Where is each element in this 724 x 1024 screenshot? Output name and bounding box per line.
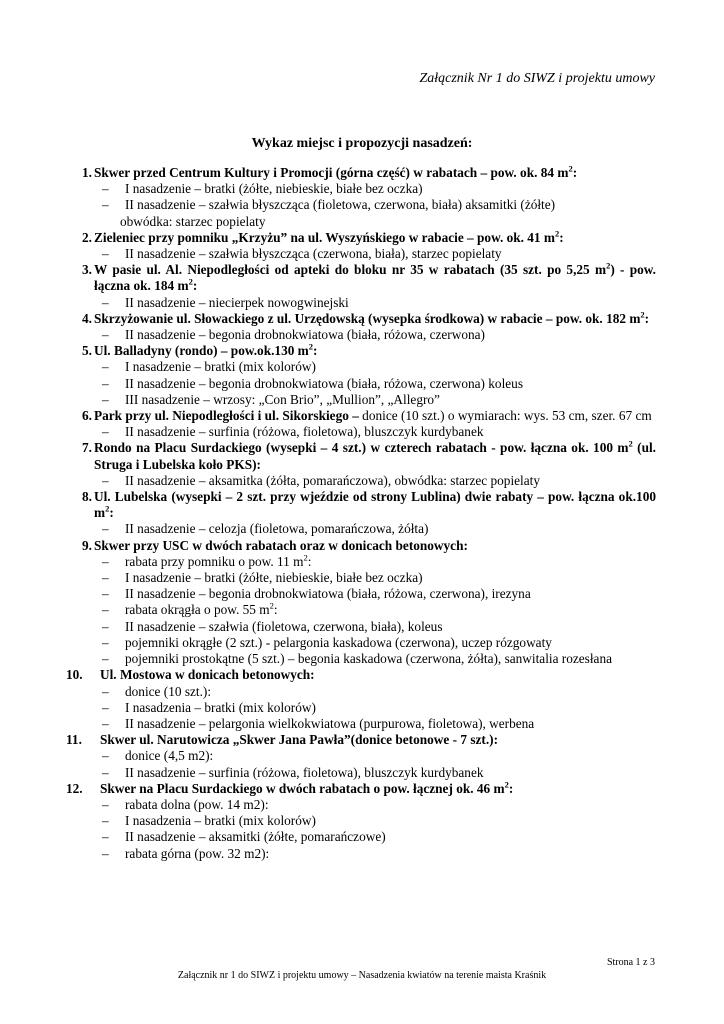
text-run: Park przy ul. Niepodległości i ul. Sikorskiego – (94, 408, 359, 424)
bullet-item (66, 521, 656, 537)
dash-bullet-icon: – (102, 618, 109, 634)
dash-bullet-icon: – (102, 294, 109, 310)
item-number: 6. (82, 408, 92, 424)
list-item (66, 343, 656, 408)
superscript: 2 (269, 601, 274, 612)
superscript: 2 (303, 552, 308, 563)
bullet-item (66, 376, 656, 392)
item-heading (66, 538, 656, 554)
text-run: II nasadzenie – begonia drobnokwiatowa (biała, różowa, czerwona) koleus (125, 375, 524, 391)
bullet-item (66, 684, 656, 700)
dash-bullet-icon: – (102, 586, 109, 602)
bullet-list (66, 684, 656, 733)
text-run: II nasadzenie – begonia drobnokwiatowa (biała, różowa, czerwona) (125, 327, 485, 343)
text-run: rabata dolna (pow. 14 m2): (125, 796, 269, 812)
document-title: Wykaz miejsc i propozycji nasadzeń: (251, 136, 473, 151)
dash-bullet-icon: – (102, 699, 109, 715)
list-item (66, 408, 656, 440)
text-run: : (109, 505, 114, 521)
bullet-item (66, 473, 656, 489)
dash-bullet-icon: – (102, 424, 109, 440)
text-run: III nasadzenie – wrzosy: „Con Brio”, „Mullion”, „Allegro” (125, 391, 440, 407)
dash-bullet-icon: – (102, 683, 109, 699)
bullet-item (66, 716, 656, 732)
text-run: W pasie ul. Al. Niepodległości od apteki do bloku nr 35 w rabatach (35 szt. po 5,25 m (94, 262, 607, 278)
item-heading (66, 489, 656, 521)
item-heading (66, 440, 656, 472)
bullet-item (66, 619, 656, 635)
list-item (66, 165, 656, 230)
bullet-item (66, 700, 656, 716)
document-body (66, 165, 656, 862)
dash-bullet-icon: – (102, 570, 109, 586)
bullet-list (66, 554, 656, 667)
text-run: ) - pow. łączna ok. 184 m (94, 262, 657, 294)
bullet-item (66, 813, 656, 829)
bullet-item (66, 424, 656, 440)
bullet-list (66, 797, 656, 862)
dash-bullet-icon: – (102, 634, 109, 650)
superscript: 2 (568, 163, 573, 174)
bullet-item (66, 246, 656, 262)
superscript: 2 (105, 503, 110, 514)
text-run: II nasadzenie – pelargonia wielkokwiatowa (purpurowa, fioletowa), werbena (125, 715, 535, 731)
text-run: Rondo na Placu Surdackiego (wysepki – 4 szt.) w czterech rabatach - pow. łączna ok. 100 m (94, 440, 629, 456)
dash-bullet-icon: – (102, 246, 109, 262)
bullet-item (66, 586, 656, 602)
text-run: II nasadzenie – szałwia (fioletowa, czerwona, biała), koleus (125, 618, 443, 634)
bullet-item (66, 635, 656, 651)
text-run: II nasadzenie – szałwia błyszcząca (czerwona, biała), starzec popielaty (125, 246, 502, 262)
bullet-item (66, 181, 656, 197)
item-number: 10. (66, 667, 83, 683)
bullet-list (66, 424, 656, 440)
bullet-item (66, 197, 656, 213)
page-number: Strona 1 z 3 (606, 957, 655, 968)
bullet-item (66, 765, 656, 781)
bullet-list (66, 181, 656, 213)
dash-bullet-icon: – (102, 472, 109, 488)
text-run: II nasadzenie – begonia drobnokwiatowa (biała, różowa, czerwona), irezyna (125, 586, 531, 602)
dash-bullet-icon: – (102, 764, 109, 780)
text-run: rabata okrągła o pow. 55 m (125, 602, 270, 618)
bullet-item (66, 829, 656, 845)
bullet-item (66, 554, 656, 570)
item-heading (66, 311, 656, 327)
superscript: 2 (308, 341, 314, 352)
superscript: 2 (188, 277, 193, 287)
superscript: 2 (504, 779, 509, 790)
dash-bullet-icon: – (102, 845, 109, 861)
text-run: : (273, 602, 278, 618)
text-run: pojemniki prostokątne (5 szt.) – begonia kaskadowa (czerwona, żółta), sanwitalia rozesłana (125, 651, 613, 667)
bullet-list (66, 327, 656, 343)
item-number: 3. (82, 262, 92, 278)
text-run: : (307, 553, 312, 569)
text-run: Skrzyżowanie ul. Słowackiego z ul. Urzędowską (wysepka środkowa) w rabacie – pow. ok. 182 m (94, 310, 641, 326)
text-run: donice (10 szt.): (125, 683, 212, 699)
text-run: : (559, 229, 564, 245)
text-run: II nasadzenie – niecierpek nowogwinejski (125, 294, 349, 310)
item-heading (66, 230, 656, 246)
bullet-list (66, 473, 656, 489)
list-item (66, 781, 656, 862)
list-item (66, 538, 656, 668)
dash-bullet-icon: – (102, 796, 109, 812)
superscript: 2 (606, 260, 611, 271)
superscript: 2 (628, 439, 633, 450)
dash-bullet-icon: – (102, 197, 109, 213)
dash-bullet-icon: – (102, 602, 109, 618)
text-run: Skwer ul. Narutowicza „Skwer Jana Pawła”(donice betonowe - 7 szt.): (100, 732, 499, 748)
text-run: (ul. Struga i Lubelska koło PKS): (94, 440, 656, 472)
item-number: 5. (82, 343, 92, 359)
text-run: : (572, 165, 578, 180)
list-item (66, 262, 656, 311)
item-number: 8. (82, 489, 92, 505)
bullet-item (66, 392, 656, 408)
bullet-item (66, 570, 656, 586)
bullet-list (66, 359, 656, 408)
text-run: I nasadzenie – bratki (żółte, niebieskie, białe bez oczka) (125, 181, 423, 197)
text-run: donice (10 szt.) o wymiarach: wys. 53 cm, szer. 67 cm (358, 408, 652, 424)
dash-bullet-icon: – (102, 813, 109, 829)
text-run: : (508, 780, 514, 796)
text-run: : (192, 278, 198, 294)
text-run: Zieleniec przy pomniku „Krzyżu” na ul. Wyszyńskiego w rabacie – pow. ok. 41 m (94, 229, 555, 245)
bullet-item (66, 295, 656, 311)
continuation-line: obwódka: starzec popielaty (120, 213, 266, 229)
text-run: : (313, 343, 318, 359)
text-run: Skwer na Placu Surdackiego w dwóch rabatach o pow. łącznej ok. 46 m (100, 780, 505, 796)
superscript: 2 (640, 309, 645, 320)
text-run: : (644, 310, 650, 326)
text-run: rabata górna (pow. 32 m2): (125, 845, 270, 861)
list-item (66, 440, 656, 489)
text-run: II nasadzenie – aksamitka (żółta, pomarańczowa), obwódka: starzec popielaty (125, 472, 540, 488)
dash-bullet-icon: – (102, 521, 109, 537)
text-run: I nasadzenie – bratki (mix kolorów) (125, 359, 316, 375)
text-run: II nasadzenie – surfinia (różowa, fioletowa), bluszczyk kurdybanek (125, 764, 484, 780)
item-heading (66, 781, 656, 797)
dash-bullet-icon: – (102, 553, 109, 569)
bullet-item (66, 602, 656, 618)
text-run: II nasadzenie – aksamitki (żółte, pomarańczowe) (125, 829, 386, 845)
text-run: I nasadzenie – bratki (żółte, niebieskie, białe bez oczka) (125, 570, 423, 586)
bullet-item (66, 651, 656, 667)
text-run: I nasadzenia – bratki (mix kolorów) (125, 699, 316, 715)
dash-bullet-icon: – (102, 375, 109, 391)
item-number: 2. (82, 229, 92, 245)
item-number: 9. (82, 537, 92, 553)
item-number: 12. (66, 780, 83, 796)
header-note: Załącznik Nr 1 do SIWZ i projektu umowy (419, 71, 655, 86)
dash-bullet-icon: – (102, 651, 109, 667)
item-heading (66, 165, 656, 181)
bullet-list (66, 521, 656, 537)
list-item (66, 667, 656, 732)
text-run: II nasadzenie – surfinia (różowa, fioletowa), bluszczyk kurdybanek (125, 424, 484, 440)
dash-bullet-icon: – (102, 181, 109, 197)
item-heading (66, 732, 656, 748)
text-run: rabata przy pomniku o pow. 11 m (125, 553, 304, 569)
text-run: Skwer przed Centrum Kultury i Promocji (górna część) w rabatach – pow. ok. 84 m (94, 165, 569, 180)
text-run: Ul. Mostowa w donicach betonowych: (100, 667, 315, 683)
text-run: Ul. Lubelska (wysepki – 2 szt. przy wjeździe od strony Lublina) dwie rabaty – pow. łączna ok.100 m (94, 489, 656, 521)
dash-bullet-icon: – (102, 327, 109, 343)
text-run: II nasadzenie – szałwia błyszcząca (fioletowa, czerwona, biała) aksamitki (żółte) (125, 197, 556, 213)
item-number: 7. (82, 440, 92, 456)
item-heading (66, 408, 656, 424)
list-item (66, 489, 656, 538)
dash-bullet-icon: – (102, 359, 109, 375)
item-heading (66, 667, 656, 683)
bullet-item (66, 748, 656, 764)
dash-bullet-icon: – (102, 748, 109, 764)
list-item (66, 732, 656, 781)
text-run: pojemniki okrągłe (2 szt.) - pelargonia kaskadowa (czerwona), uczep rózgowaty (125, 634, 552, 650)
text-run: I nasadzenia – bratki (mix kolorów) (125, 813, 316, 829)
bullet-list (66, 295, 656, 311)
text-run: Ul. Balladyny (rondo) – pow.ok.130 m (94, 343, 309, 359)
item-number: 11. (66, 732, 82, 748)
bullet-item (66, 797, 656, 813)
footer-note: Załącznik nr 1 do SIWZ i projektu umowy – Nasadzenia kwiatów na terenie maista Kraśnik (177, 970, 547, 981)
bullet-list (66, 748, 656, 780)
item-number: 1. (82, 165, 92, 180)
bullet-item (66, 359, 656, 375)
dash-bullet-icon: – (102, 715, 109, 731)
text-run: II nasadzenie – celozja (fioletowa, pomarańczowa, żółta) (125, 521, 429, 537)
text-run: donice (4,5 m2): (125, 748, 214, 764)
item-number: 4. (82, 310, 92, 326)
bullet-item (66, 327, 656, 343)
list-item (66, 311, 656, 343)
item-heading (66, 262, 656, 294)
superscript: 2 (554, 228, 560, 239)
item-heading (66, 343, 656, 359)
bullet-item (66, 846, 656, 862)
dash-bullet-icon: – (102, 391, 109, 407)
bullet-list (66, 246, 656, 262)
dash-bullet-icon: – (102, 829, 109, 845)
list-item (66, 230, 656, 262)
text-run: Skwer przy USC w dwóch rabatach oraz w donicach betonowych: (94, 537, 468, 553)
